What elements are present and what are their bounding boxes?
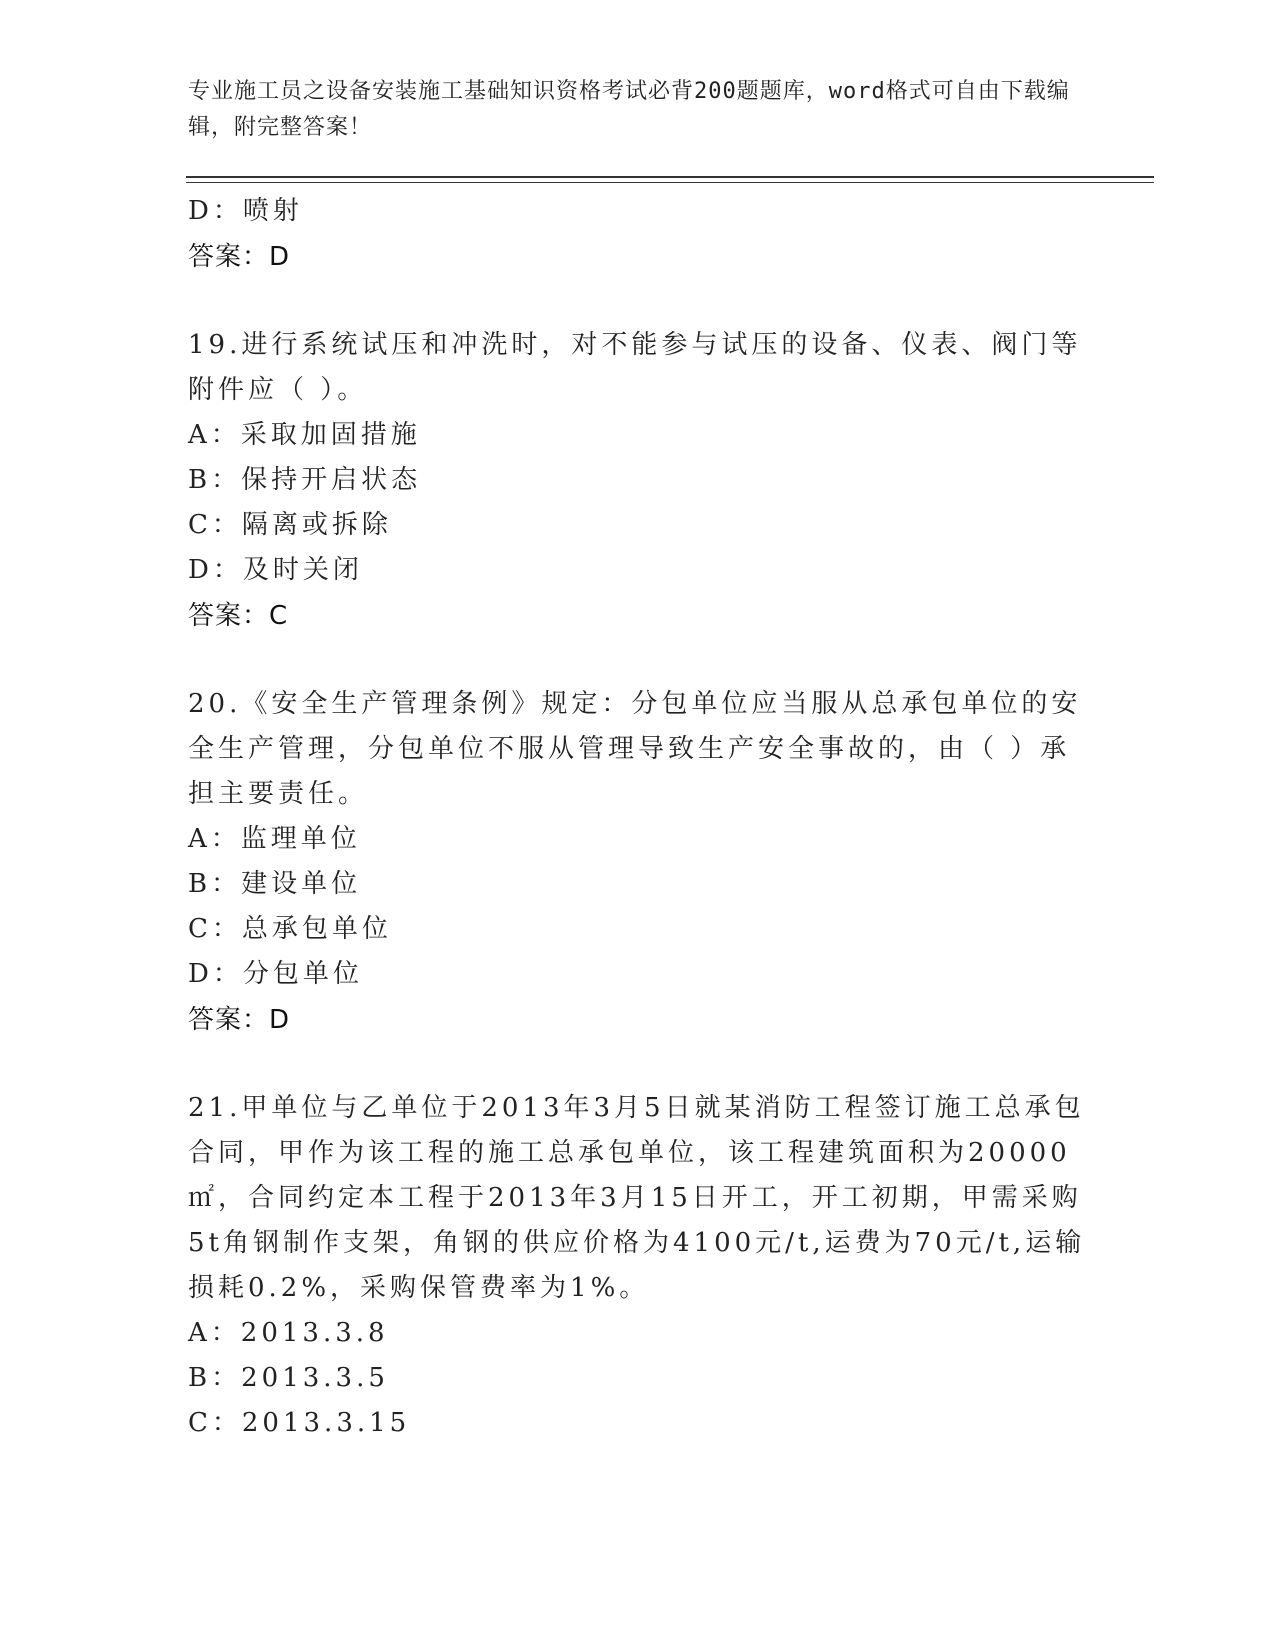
header-divider-thick — [186, 176, 1154, 178]
question-19-answer: 答案：C — [188, 601, 289, 631]
question-21-option-c: C：2013.3.15 — [188, 1408, 411, 1438]
question-20-stem: 20.《安全生产管理条例》规定：分包单位应当服从总承包单位的安全生产管理，分包单位不服从管理导致生产安全事故的，由（ ）承担主要责任。 — [188, 689, 1082, 809]
question-19-option-d: D：及时关闭 — [188, 555, 363, 585]
question-21-option-b: B：2013.3.5 — [188, 1363, 389, 1393]
question-21-stem: 21.甲单位与乙单位于2013年3月5日就某消防工程签订施工总承包合同，甲作为该工程的施工总承包单位，该工程建筑面积为20000㎡，合同约定本工程于2013年3月15日开工，开工初期，甲需采购5t角钢制作支架，角钢的供应价格为4100元/t,运费为70元/t,运输损耗0.2%，采购保管费率为1%。 — [188, 1093, 1086, 1303]
question-20-option-c: C：总承包单位 — [188, 914, 392, 944]
question-19-stem: 19.进行系统试压和冲洗时，对不能参与试压的设备、仪表、阀门等附件应（ ）。 — [188, 330, 1082, 405]
question-20-answer: 答案：D — [188, 1005, 291, 1035]
question-19-option-a: A：采取加固措施 — [188, 420, 421, 450]
question-21-option-a: A：2013.3.8 — [188, 1318, 389, 1348]
question-20-option-a: A：监理单位 — [188, 824, 361, 854]
prev-answer: 答案：D — [188, 242, 291, 272]
question-20-option-d: D：分包单位 — [188, 959, 363, 989]
question-19-option-b: B：保持开启状态 — [188, 465, 422, 495]
question-20-option-b: B：建设单位 — [188, 869, 362, 899]
prev-option-d: D：喷射 — [188, 196, 303, 226]
page-header: 专业施工员之设备安装施工基础知识资格考试必背200题题库，word格式可自由下载编辑，附完整答案！ — [188, 79, 1070, 140]
question-content — [188, 189, 1088, 1446]
header-divider-thin — [186, 182, 1154, 183]
question-19-option-c: C：隔离或拆除 — [188, 510, 392, 540]
